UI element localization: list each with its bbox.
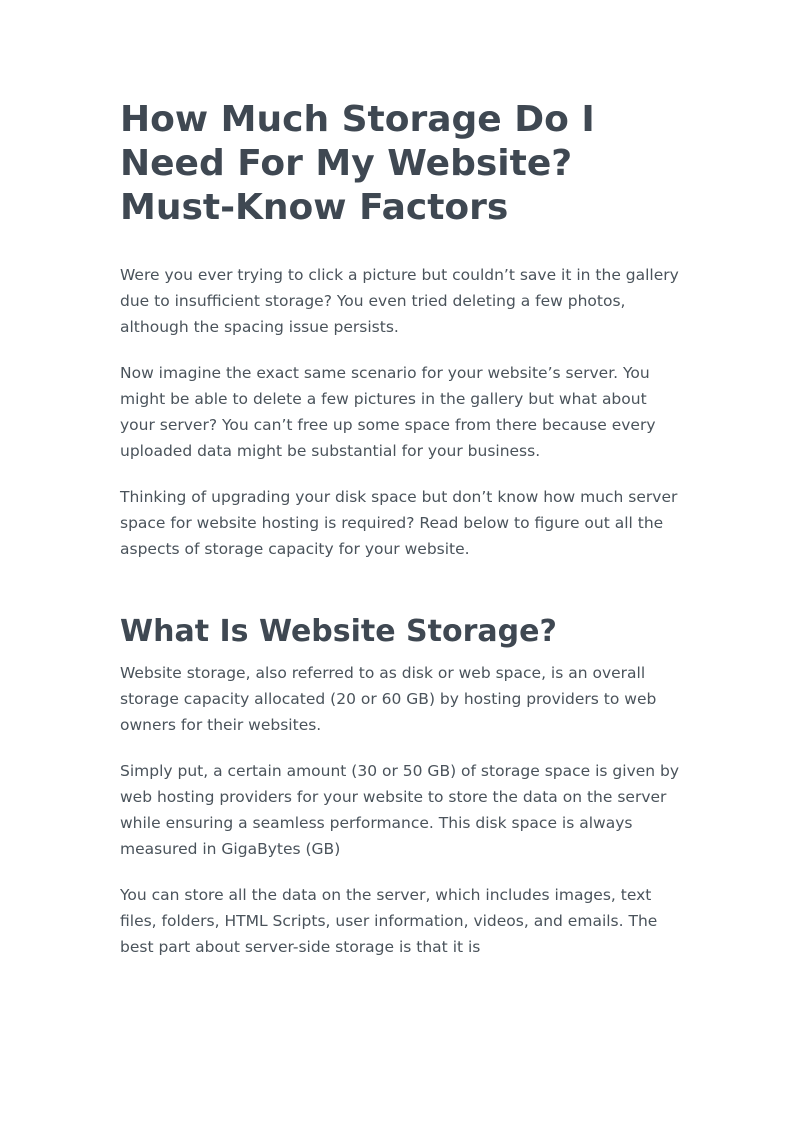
- article-title: How Much Storage Do I Need For My Website? Must-Know Factors: [120, 99, 595, 228]
- section-body: [120, 660, 680, 960]
- section-paragraph: You can store all the data on the server, which includes images, text files, folders, HTML Scripts, user information, videos, and emails. The best part about server-side storage is that it is: [120, 886, 658, 956]
- intro-section: [120, 262, 680, 562]
- article: [120, 98, 680, 980]
- section-paragraph: Website storage, also referred to as disk or web space, is an overall storage capacity allocated (20 or 60 GB) by hosting providers to web owners for their websites.: [120, 664, 657, 734]
- section-heading: What Is Website Storage?: [120, 614, 557, 649]
- intro-paragraph: Thinking of upgrading your disk space but don’t know how much server space for website hosting is required? Read below to figure out all the aspects of storage capacity for your website.: [120, 488, 678, 558]
- section-paragraph: Simply put, a certain amount (30 or 50 GB) of storage space is given by web hosting providers for your website to store the data on the server while ensuring a seamless performance. This disk space is always measured in GigaBytes (GB): [120, 762, 680, 858]
- intro-paragraph: Were you ever trying to click a picture but couldn’t save it in the gallery due to insufficient storage? You even tried deleting a few photos, although the spacing issue persists.: [120, 266, 679, 336]
- intro-paragraph: Now imagine the exact same scenario for your website’s server. You might be able to delete a few pictures in the gallery but what about your server? You can’t free up some space from there because every uploaded data might be substantial for your business.: [120, 364, 656, 460]
